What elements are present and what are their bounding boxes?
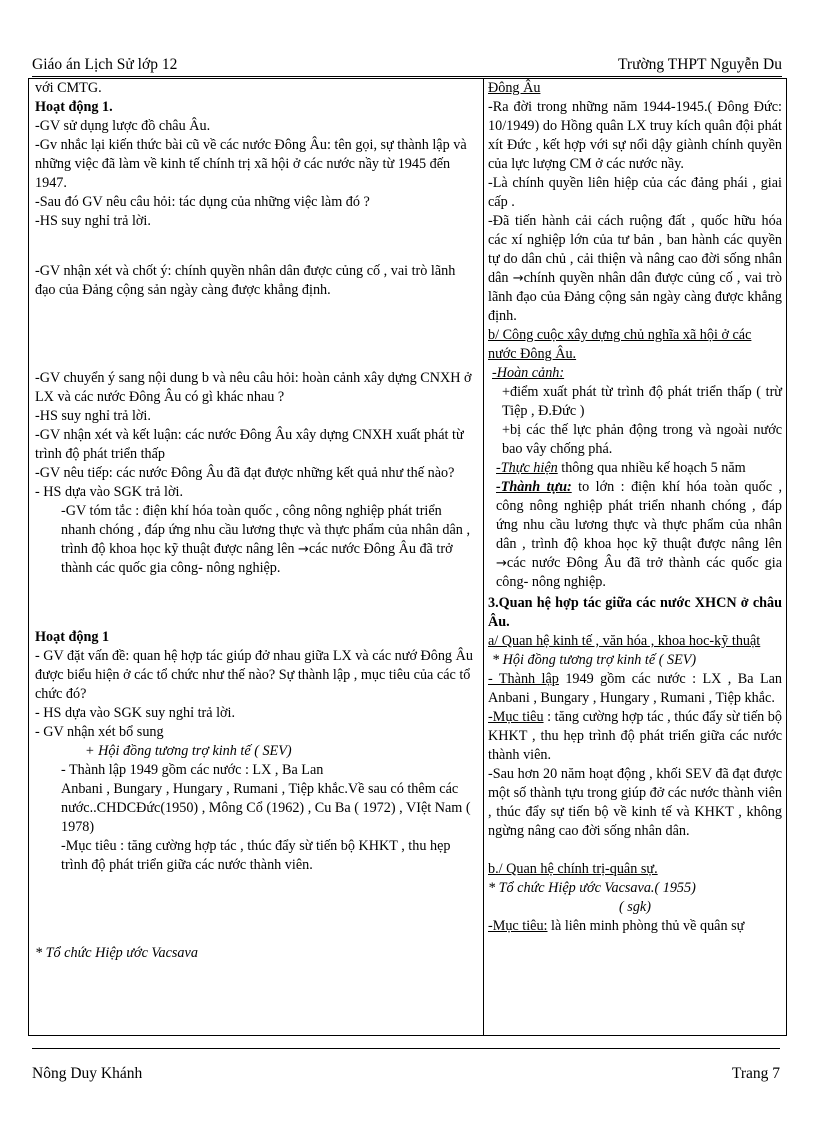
arrow-icon: → <box>512 271 524 286</box>
text-line: -GV nêu tiếp: các nước Đông Âu đã đạt được những kết quả như thế nào? <box>35 465 455 481</box>
text-line <box>488 459 782 478</box>
text-line: +điểm xuất phát từ trình độ phát triển thấp ( trừ Tiệp , Đ.Đức ) <box>502 384 782 419</box>
label: -Hoàn cảnh: <box>492 365 565 381</box>
header-school: Trường THPT Nguyễn Du <box>617 56 782 73</box>
text-line: -Ra đời trong những năm 1944-1945.( Đông Đức: 10/1949) do Hồng quân LX truy kích quân đội phát xít Đức , kết hợp với sự nổi dậy giành chính quyền của lực lượng CM ở các nước nầy. <box>488 99 782 172</box>
text-line: -GV chuyển ý sang nội dung b và nêu câu hỏi: hoàn cảnh xây dựng CNXH ở LX và các nước Đông Âu có gì khác nhau ? <box>35 370 472 405</box>
teacher-student-activities-column <box>29 79 484 1035</box>
text-line: -Gv nhắc lại kiến thức bài cũ về các nước Đông Âu: tên gọi, sự thành lập và những việc đã làm về kinh tế chính trị xã hội ở các nước nầy từ 1945 đến 1947. <box>35 137 467 191</box>
text-line <box>488 364 782 383</box>
label-value: là liên minh phòng thủ về quân sự <box>547 918 745 934</box>
section-heading: b/ Công cuộc xây dựng chủ nghĩa xã hội ở các nước Đông Âu. <box>488 327 752 362</box>
text-line: -HS suy nghỉ trả lời. <box>35 213 151 229</box>
arrow-icon: → <box>298 542 309 557</box>
section-heading: a/ Quan hệ kinh tế , văn hóa , khoa hoc-kỹ thuật <box>488 633 761 649</box>
section-heading: 3.Quan hệ hợp tác giữa các nước XHCN ở châu Âu. <box>488 595 782 630</box>
reform-conclusion: chính quyền nhân dân được củng cố , vai trò lãnh đạo của Đảng cộng sản ngày càng được khẳng định. <box>488 270 782 324</box>
label: -Mục tiêu <box>488 709 544 725</box>
text-line: +bị các thế lực phản động trong và ngoài nước bao vây chống phá. <box>502 422 782 457</box>
text-line: -Mục tiêu : tăng cường hợp tác , thúc đẩy sừ tiến bộ KHKT , thu hẹp trình độ phát triển giữa các nước thành viên. <box>61 838 451 873</box>
page-footer <box>32 1048 780 1083</box>
subheading: + Hội đồng tương trợ kinh tế ( SEV) <box>85 743 292 759</box>
text-line <box>488 478 782 592</box>
label-value: thông qua nhiều kế hoạch 5 năm <box>557 460 746 476</box>
label: - Thành lập <box>488 671 559 687</box>
text-line: -Là chính quyền liên hiệp của các đảng phái , giai cấp . <box>488 175 782 210</box>
label-value: 1949 gồm các nước : LX , Ba Lan Anbani , Bungary , Hungary , Rumani , Tiệp khắc. <box>488 671 783 706</box>
text-line: ( sgk) <box>619 899 651 915</box>
text-line <box>488 212 782 326</box>
summary-text: -GV tóm tắc : điện khí hóa toàn quốc , công nông nghiệp phát triển nhanh chóng , đáp ứng nhu cầu lương thực và thực phẩm của nhân dân , trình độ khoa học kỹ thuật được nâng lên <box>61 503 470 557</box>
text-line: -GV sử dụng lược đồ châu Âu. <box>35 118 211 134</box>
text-line: -GV nhận xét và kết luận: các nước Đông Âu xây dựng CNXH xuất phát từ trình độ phát triển thấp <box>35 427 464 462</box>
text-line: - GV đặt vấn đề: quan hệ hợp tác giúp đở nhau giữa LX và các nướ Đông Âu được biểu hiện ở các tổ chức như thế nào? Sự thành lập , mục tiêu của các tổ chức đó? <box>35 648 473 702</box>
text-line: - GV nhận xét bổ sung <box>35 724 164 740</box>
text-line <box>35 502 475 578</box>
text-line: Anbani , Bungary , Hungary , Rumani , Tiệp khắc.Về sau có thêm các nước..CHDCĐức(1950) , Mông Cổ (1962) , Cu Ba ( 1972) , VIệt Nam ( 1978) <box>61 781 471 835</box>
text-line <box>488 917 782 936</box>
activity-heading: Hoạt động 1 <box>35 629 110 645</box>
footer-author: Nông Duy Khánh <box>32 1065 143 1082</box>
reform-text: -Đã tiến hành cải cách ruộng đất , quốc hữu hóa các xí nghiệp lớn của tư bản , ban hành các quyền tự do dân chủ , cải thiện và nâng cao đời sống nhân dân <box>488 213 782 286</box>
lesson-table <box>28 78 787 1036</box>
label-value: : tăng cường hợp tác , thúc đẩy sừ tiến bộ KHKT , thu hẹp trình độ phát triển giữa các nước thành viên. <box>488 709 782 763</box>
text-line: Đông Âu <box>488 80 541 96</box>
lesson-content-column <box>484 79 786 1035</box>
label: -Thành tựu: <box>496 479 572 495</box>
page-header <box>32 52 782 77</box>
text-line: - HS dựa vào SGK trả lời. <box>35 484 183 500</box>
subheading: * Hội đồng tương trợ kinh tế ( SEV) <box>492 652 697 668</box>
text-line: -HS suy nghỉ trả lời. <box>35 408 151 424</box>
arrow-icon: → <box>496 556 507 571</box>
header-subject: Giáo án Lịch Sử lớp 12 <box>32 56 178 73</box>
text-line: - HS dựa vào SGK suy nghỉ trả lời. <box>35 705 236 721</box>
subheading: * Tổ chức Hiệp ước Vacsava.( 1955) <box>488 880 696 896</box>
label: -Thực hiện <box>496 460 558 476</box>
label-value: to lớn : điện khí hóa toàn quốc , công nông nghiệp phát triển nhanh chóng , đáp ứng nhu cầu lương thực và thực phẩm của nhân dân , trình độ khoa học kỹ thuật được nâng lên <box>496 479 782 552</box>
section-heading: b./ Quan hệ chính trị-quân sự. <box>488 861 658 877</box>
text-line: - Thành lập 1949 gồm các nước : LX , Ba Lan <box>61 762 324 778</box>
text-line: với CMTG. <box>35 80 102 96</box>
text-line <box>488 670 782 708</box>
label-conclusion: các nước Đông Âu đã trở thành các quốc gia công- nông nghiệp. <box>496 555 782 590</box>
text-line <box>488 708 782 765</box>
summary-conclusion: các nước Đông Âu đã trở thành các quốc gia công- nông nghiệp. <box>61 541 453 576</box>
activity-heading: Hoạt động 1. <box>35 99 113 115</box>
text-line: -GV nhận xét và chốt ý: chính quyền nhân dân được củng cố , vai trò lãnh đạo của Đảng cộng sản ngày càng được khẳng định. <box>35 263 456 298</box>
page-number: Trang 7 <box>731 1065 780 1082</box>
text-line: -Sau hơn 20 năm hoạt động , khối SEV đã đạt được một số thành tựu trong giúp đở các nước thành viên , thúc đẩy sự tiến bộ về kinh tế và KHKT , không ngừng nâng cao đời sống nhân dân. <box>488 766 782 839</box>
subheading: * Tổ chức Hiệp ước Vacsava <box>35 945 198 961</box>
text-line: -Sau đó GV nêu câu hỏi: tác dụng của những việc làm đó ? <box>35 194 370 210</box>
label: -Mục tiêu: <box>488 918 548 934</box>
